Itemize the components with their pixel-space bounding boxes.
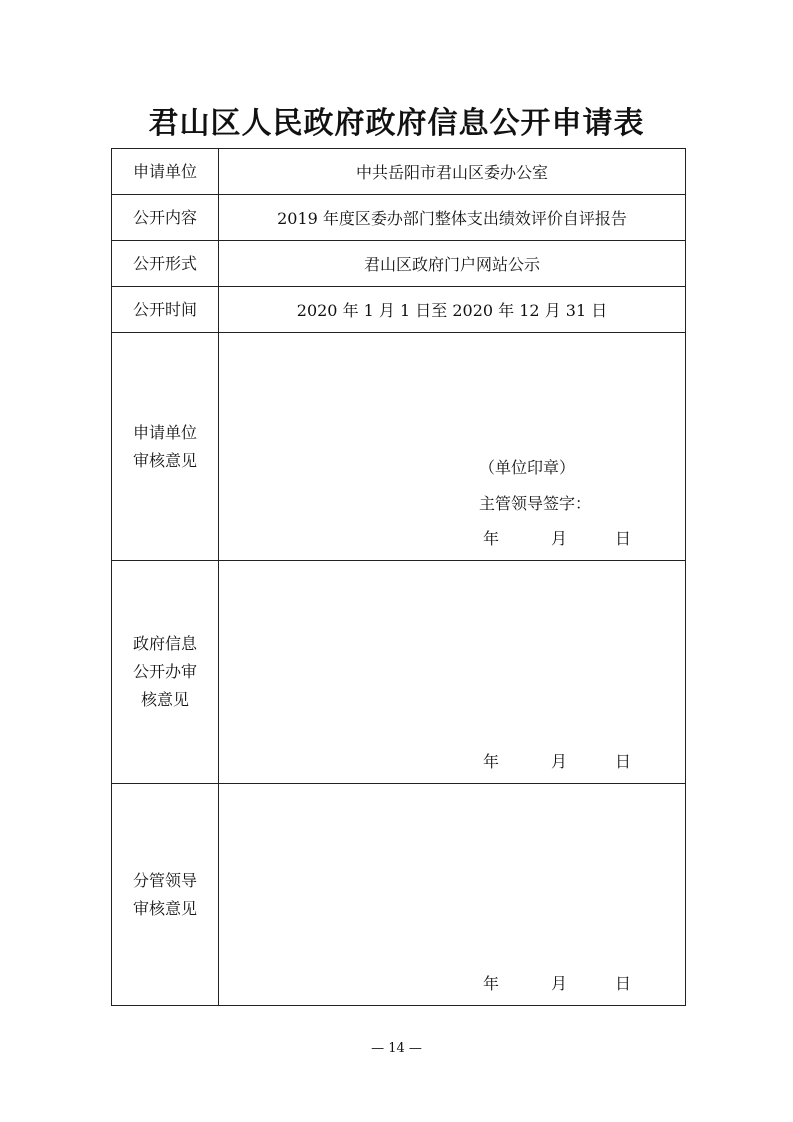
page-number: — 14 — bbox=[371, 1041, 422, 1056]
seal-text: （单位印章） bbox=[479, 458, 576, 477]
form-title: 君山区人民政府政府信息公开申请表 bbox=[148, 106, 645, 141]
content-label: 公开内容 bbox=[112, 195, 219, 241]
label-line: 公开办审 bbox=[132, 662, 197, 681]
day-label: 日 bbox=[615, 529, 632, 548]
content-value: 2019 年度区委办部门整体支出绩效评价自评报告 bbox=[219, 195, 686, 241]
day-label: 日 bbox=[615, 752, 632, 771]
day-label: 日 bbox=[615, 974, 632, 993]
time-value: 2020 年 1 月 1 日至 2020 年 12 月 31 日 bbox=[219, 287, 686, 333]
table-row bbox=[112, 149, 686, 195]
year-label: 年 bbox=[483, 752, 500, 771]
leader-opinion-label bbox=[112, 784, 219, 1006]
time-label: 公开时间 bbox=[112, 287, 219, 333]
date-line bbox=[483, 749, 633, 773]
year-label: 年 bbox=[483, 974, 500, 993]
date-line bbox=[483, 526, 633, 550]
signature-label: 主管领导签字： bbox=[479, 494, 592, 513]
application-form-table bbox=[111, 148, 686, 1006]
month-label: 月 bbox=[551, 752, 568, 771]
applicant-opinion-label bbox=[112, 333, 219, 561]
applicant-label: 申请单位 bbox=[112, 149, 219, 195]
label-line: 政府信息 bbox=[132, 634, 197, 653]
applicant-opinion-area bbox=[219, 333, 686, 561]
month-label: 月 bbox=[551, 529, 568, 548]
table-row bbox=[112, 784, 686, 1006]
label-line: 分管领导 bbox=[132, 870, 197, 890]
applicant-value: 中共岳阳市君山区委办公室 bbox=[219, 149, 686, 195]
table-row bbox=[112, 241, 686, 287]
year-label: 年 bbox=[483, 529, 500, 548]
gov-info-opinion-label bbox=[112, 561, 219, 784]
table-row bbox=[112, 333, 686, 561]
label-line: 核意见 bbox=[140, 690, 189, 709]
table-row bbox=[112, 561, 686, 784]
date-line bbox=[483, 971, 633, 995]
table-row bbox=[112, 287, 686, 333]
month-label: 月 bbox=[551, 974, 568, 993]
label-line: 审核意见 bbox=[132, 898, 197, 918]
leader-opinion-area bbox=[219, 784, 686, 1006]
table-row bbox=[112, 195, 686, 241]
label-line: 申请单位 bbox=[132, 422, 197, 442]
label-line: 审核意见 bbox=[132, 450, 197, 470]
gov-info-opinion-area bbox=[219, 561, 686, 784]
form-label: 公开形式 bbox=[112, 241, 219, 287]
form-value: 君山区政府门户网站公示 bbox=[219, 241, 686, 287]
